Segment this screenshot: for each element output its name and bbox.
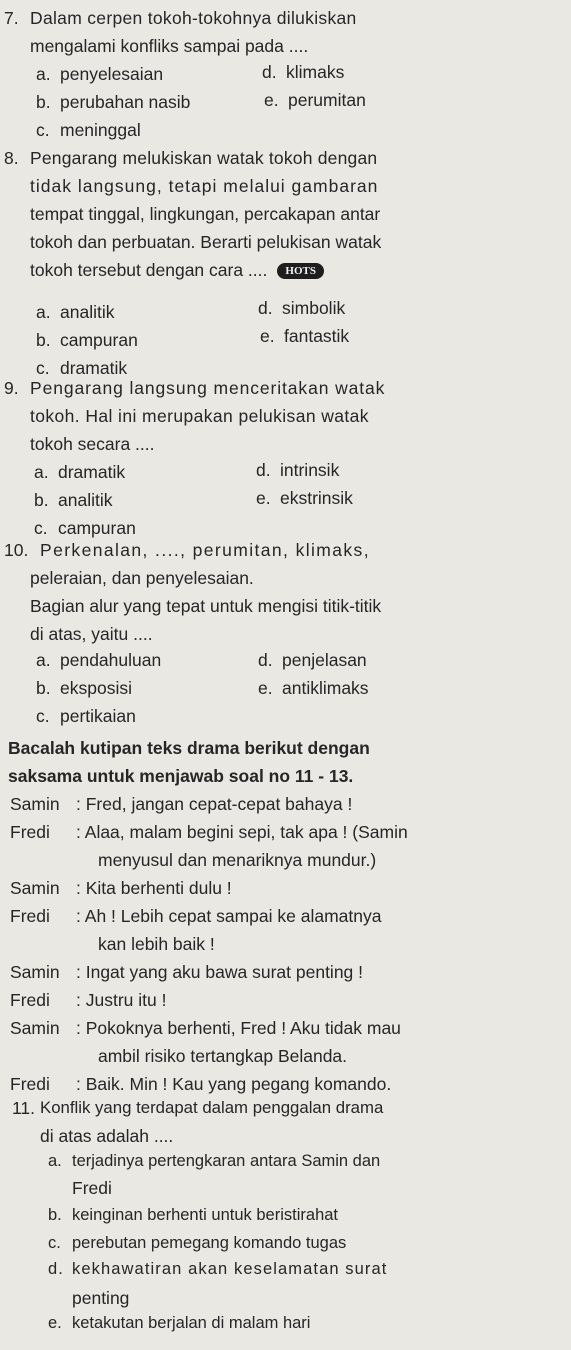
option-c: c. dramatik (36, 358, 128, 378)
option-c: c. pertikaian (36, 706, 136, 726)
question-number: 11. (12, 1098, 36, 1118)
speaker-name: Samin (10, 794, 60, 814)
option-e: e. ekstrinsik (256, 488, 353, 508)
question-text-line: Dalam cerpen tokoh-tokohnya dilukiskan (30, 8, 357, 28)
question-text-line: Konflik yang terdapat dalam penggalan drama (40, 1098, 384, 1117)
option-c: c. meninggal (36, 120, 141, 140)
option-e: e. ketakutan berjalan di malam hari (48, 1314, 311, 1332)
question-number: 10. (4, 540, 29, 560)
option-c: c. campuran (34, 518, 136, 538)
option-b: b. eksposisi (36, 678, 132, 698)
question-text-line: tokoh dan perbuatan. Berarti pelukisan watak (30, 232, 382, 252)
option-d: d. intrinsik (256, 460, 340, 480)
option-e: e. fantastik (260, 326, 350, 346)
question-text-line: Pengarang langsung menceritakan watak (30, 378, 386, 398)
option-a: a. pendahuluan (36, 650, 162, 670)
dialogue-line: : Pokoknya berhenti, Fred ! Aku tidak mau (76, 1018, 401, 1038)
speaker-name: Fredi (10, 1074, 50, 1094)
dialogue-line: : Justru itu ! (76, 990, 167, 1010)
question-text-line: tokoh. Hal ini merupakan pelukisan watak (30, 406, 369, 426)
speaker-name: Fredi (10, 906, 50, 926)
dialogue-line: menyusul dan menariknya mundur.) (98, 850, 377, 870)
option-a: a. dramatik (34, 462, 126, 482)
instruction-line: saksama untuk menjawab soal no 11 - 13. (8, 766, 354, 786)
speaker-name: Samin (10, 962, 60, 982)
dialogue-line: : Baik. Min ! Kau yang pegang komando. (76, 1074, 392, 1094)
question-text-line: di atas adalah .... (40, 1126, 174, 1146)
option-a: a. terjadinya pertengkaran antara Samin dan (48, 1152, 381, 1170)
question-number: 7. (4, 8, 19, 28)
dialogue-line: : Fred, jangan cepat-cepat bahaya ! (76, 794, 353, 814)
question-text-line: Perkenalan, ...., perumitan, klimaks, (40, 540, 370, 560)
speaker-name: Samin (10, 1018, 60, 1038)
option-d: d. penjelasan (258, 650, 367, 670)
speaker-name: Fredi (10, 822, 50, 842)
option-b: b. keinginan berhenti untuk beristirahat (48, 1206, 339, 1224)
question-number: 8. (4, 148, 19, 168)
question-text-line: Pengarang melukiskan watak tokoh dengan (30, 148, 378, 168)
question-text-line: peleraian, dan penyelesaian. (30, 568, 254, 588)
dialogue-line: : Kita berhenti dulu ! (76, 878, 232, 898)
dialogue-line: : Ingat yang aku bawa surat penting ! (76, 962, 364, 982)
question-text-line: tokoh tersebut dengan cara .... HOTS (30, 260, 324, 281)
option-d: d. simbolik (258, 298, 346, 318)
option-b: b. campuran (36, 330, 138, 350)
option-b: b. perubahan nasib (36, 92, 191, 112)
question-text-line: mengalami konfliks sampai pada .... (30, 36, 309, 56)
option-c: c. perebutan pemegang komando tugas (48, 1234, 347, 1252)
option-d: d. klimaks (262, 62, 345, 82)
question-number: 9. (4, 378, 19, 398)
speaker-name: Samin (10, 878, 60, 898)
option-b: b. analitik (34, 490, 113, 510)
hots-badge: HOTS (277, 263, 324, 279)
instruction-line: Bacalah kutipan teks drama berikut dengan (8, 738, 370, 758)
question-text-line: Bagian alur yang tepat untuk mengisi titik-titik (30, 596, 382, 616)
option-d-continued: penting (72, 1288, 130, 1308)
question-text-line: tokoh secara .... (30, 434, 155, 454)
dialogue-line: : Alaa, malam begini sepi, tak apa ! (Samin (76, 822, 408, 842)
option-e: e. perumitan (264, 90, 366, 110)
dialogue-line: : Ah ! Lebih cepat sampai ke alamatnya (76, 906, 382, 926)
option-a: a. analitik (36, 302, 115, 322)
question-text-line: di atas, yaitu .... (30, 624, 153, 644)
question-text-line: tidak langsung, tetapi melalui gambaran (30, 176, 379, 196)
option-a: a. penyelesaian (36, 64, 164, 84)
question-text-line: tempat tinggal, lingkungan, percakapan antar (30, 204, 381, 224)
speaker-name: Fredi (10, 990, 50, 1010)
option-a-continued: Fredi (72, 1178, 112, 1198)
dialogue-line: ambil risiko tertangkap Belanda. (98, 1046, 348, 1066)
option-d: d. kekhawatiran akan keselamatan surat (48, 1260, 388, 1278)
dialogue-line: kan lebih baik ! (98, 934, 215, 954)
option-e: e. antiklimaks (258, 678, 369, 698)
